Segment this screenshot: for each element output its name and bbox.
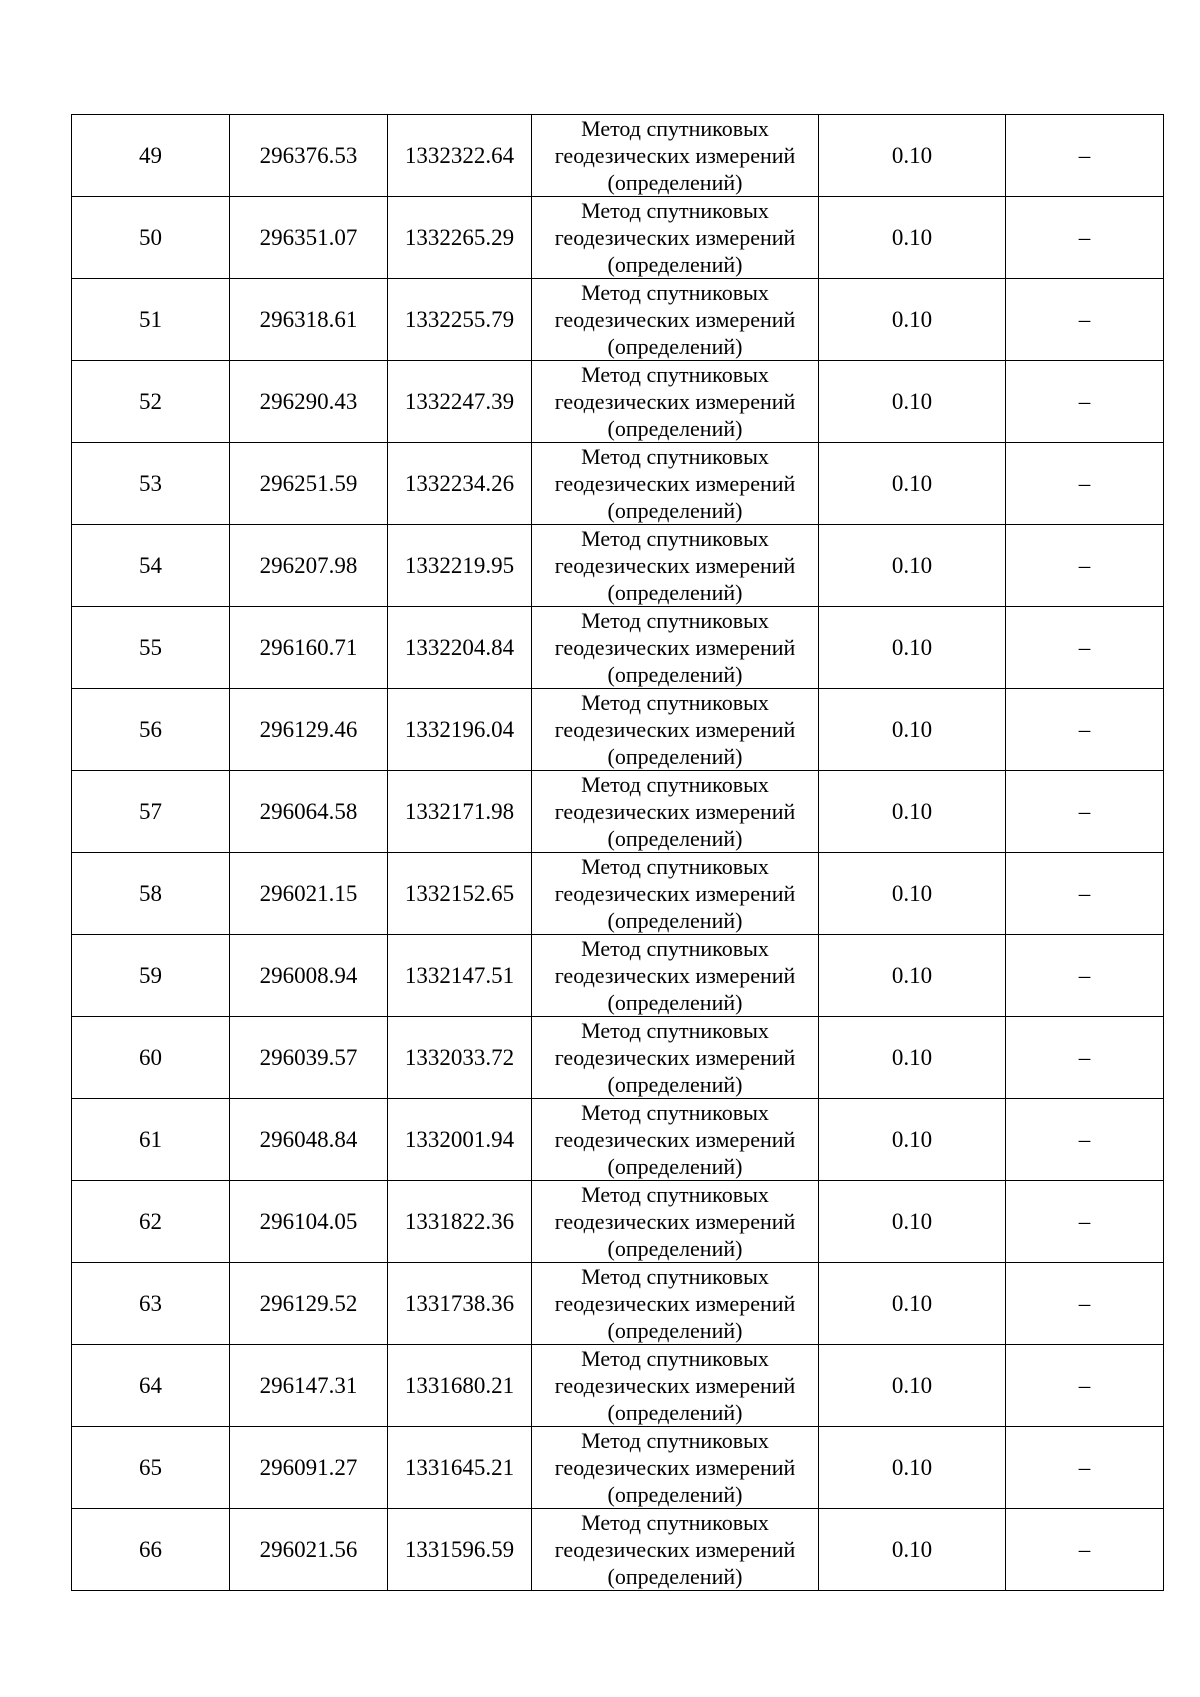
description-value: – [1078,143,1091,168]
method-line-1: Метод спутниковых [581,608,769,633]
accuracy-cell [819,1017,1006,1099]
accuracy-cell [819,443,1006,525]
x-coordinate: 296318.61 [259,307,358,332]
accuracy-cell [819,197,1006,279]
description-cell [1006,279,1164,361]
method-line-3: (определений) [607,1564,743,1589]
method-line-1: Метод спутниковых [581,1100,769,1125]
y-coordinate-cell [388,1263,532,1345]
y-coordinate: 1331822.36 [404,1209,515,1234]
description-value: – [1078,1373,1091,1398]
description-value: – [1078,1127,1091,1152]
description-value: – [1078,1045,1091,1070]
x-coordinate: 296064.58 [259,799,358,824]
accuracy-value: 0.10 [891,1127,933,1152]
y-coordinate: 1332147.51 [404,963,515,988]
x-coordinate-cell [230,1099,388,1181]
accuracy-cell [819,853,1006,935]
y-coordinate: 1332204.84 [404,635,515,660]
description-value: – [1078,1537,1091,1562]
x-coordinate: 296290.43 [259,389,358,414]
y-coordinate: 1332152.65 [404,881,515,906]
table-row [72,443,1164,525]
description-cell [1006,1263,1164,1345]
method-line-2: геодезических измерений [554,1209,796,1234]
y-coordinate: 1331596.59 [404,1537,515,1562]
method-line-1: Метод спутниковых [581,1182,769,1207]
y-coordinate: 1332033.72 [404,1045,515,1070]
x-coordinate-cell [230,361,388,443]
accuracy-value: 0.10 [891,1373,933,1398]
y-coordinate-cell [388,361,532,443]
accuracy-value: 0.10 [891,1291,933,1316]
description-cell [1006,853,1164,935]
description-cell [1006,197,1164,279]
x-coordinate-cell [230,1181,388,1263]
x-coordinate-cell [230,1509,388,1591]
description-value: – [1078,963,1091,988]
description-value: – [1078,1291,1091,1316]
method-line-3: (определений) [607,1318,743,1343]
table-row [72,1099,1164,1181]
method-line-3: (определений) [607,170,743,195]
point-number: 51 [139,307,162,332]
method-cell [532,443,819,525]
point-number-cell [72,1345,230,1427]
point-number-cell [72,443,230,525]
description-value: – [1078,553,1091,578]
method-line-3: (определений) [607,252,743,277]
method-line-2: геодезических измерений [554,1127,796,1152]
description-value: – [1078,717,1091,742]
table-row [72,1345,1164,1427]
method-line-2: геодезических измерений [554,389,796,414]
method-line-3: (определений) [607,662,743,687]
description-value: – [1078,635,1091,660]
x-coordinate-cell [230,771,388,853]
x-coordinate-cell [230,935,388,1017]
method-line-1: Метод спутниковых [581,1018,769,1043]
method-line-1: Метод спутниковых [581,854,769,879]
description-value: – [1078,389,1091,414]
method-line-2: геодезических измерений [554,143,796,168]
y-coordinate-cell [388,853,532,935]
table-row [72,1181,1164,1263]
point-number: 61 [139,1127,162,1152]
description-cell [1006,1017,1164,1099]
method-line-2: геодезических измерений [554,307,796,332]
point-number-cell [72,361,230,443]
description-cell [1006,443,1164,525]
method-line-2: геодезических измерений [554,1373,796,1398]
description-cell [1006,771,1164,853]
method-cell [532,935,819,1017]
point-number: 50 [139,225,162,250]
description-value: – [1078,471,1091,496]
y-coordinate: 1332196.04 [404,717,515,742]
accuracy-cell [819,525,1006,607]
point-number-cell [72,607,230,689]
point-number: 64 [139,1373,162,1398]
point-number-cell [72,1099,230,1181]
method-cell [532,853,819,935]
accuracy-value: 0.10 [891,963,933,988]
description-value: – [1078,799,1091,824]
method-line-1: Метод спутниковых [581,444,769,469]
table-row [72,689,1164,771]
table-row [72,771,1164,853]
accuracy-cell [819,1263,1006,1345]
x-coordinate-cell [230,1345,388,1427]
x-coordinate-cell [230,443,388,525]
method-line-3: (определений) [607,1400,743,1425]
table-row [72,279,1164,361]
x-coordinate: 296008.94 [259,963,358,988]
point-number-cell [72,1509,230,1591]
method-line-3: (определений) [607,908,743,933]
method-cell [532,1099,819,1181]
point-number: 52 [139,389,162,414]
accuracy-cell [819,607,1006,689]
method-line-1: Метод спутниковых [581,1264,769,1289]
method-line-2: геодезических измерений [554,717,796,742]
point-number: 57 [139,799,162,824]
accuracy-cell [819,1427,1006,1509]
method-line-2: геодезических измерений [554,1537,796,1562]
point-number: 66 [139,1537,162,1562]
method-line-1: Метод спутниковых [581,280,769,305]
method-cell [532,1263,819,1345]
point-number-cell [72,689,230,771]
point-number: 55 [139,635,162,660]
y-coordinate-cell [388,771,532,853]
point-number-cell [72,525,230,607]
point-number: 59 [139,963,162,988]
x-coordinate-cell [230,607,388,689]
accuracy-value: 0.10 [891,225,933,250]
x-coordinate: 296376.53 [259,143,358,168]
method-line-1: Метод спутниковых [581,936,769,961]
accuracy-cell [819,689,1006,771]
x-coordinate-cell [230,689,388,771]
table-row [72,525,1164,607]
x-coordinate-cell [230,115,388,197]
y-coordinate: 1331645.21 [404,1455,515,1480]
accuracy-value: 0.10 [891,1537,933,1562]
accuracy-value: 0.10 [891,881,933,906]
description-cell [1006,935,1164,1017]
point-number-cell [72,1427,230,1509]
x-coordinate-cell [230,525,388,607]
method-line-1: Метод спутниковых [581,1510,769,1535]
y-coordinate: 1332234.26 [404,471,515,496]
x-coordinate: 296351.07 [259,225,358,250]
method-line-2: геодезических измерений [554,635,796,660]
y-coordinate-cell [388,935,532,1017]
y-coordinate-cell [388,1017,532,1099]
table-row [72,1427,1164,1509]
method-line-1: Метод спутниковых [581,362,769,387]
point-number: 54 [139,553,162,578]
method-cell [532,1345,819,1427]
accuracy-value: 0.10 [891,553,933,578]
x-coordinate-cell [230,197,388,279]
accuracy-value: 0.10 [891,1209,933,1234]
accuracy-cell [819,1509,1006,1591]
point-number: 56 [139,717,162,742]
x-coordinate-cell [230,1017,388,1099]
method-cell [532,689,819,771]
y-coordinate-cell [388,1099,532,1181]
description-cell [1006,525,1164,607]
point-number: 60 [139,1045,162,1070]
table-row [72,197,1164,279]
method-line-2: геодезических измерений [554,553,796,578]
point-number-cell [72,115,230,197]
y-coordinate: 1332001.94 [404,1127,515,1152]
x-coordinate: 296251.59 [259,471,358,496]
method-line-1: Метод спутниковых [581,772,769,797]
x-coordinate: 296129.46 [259,717,358,742]
table-row [72,607,1164,689]
description-cell [1006,1099,1164,1181]
method-line-1: Метод спутниковых [581,198,769,223]
accuracy-value: 0.10 [891,799,933,824]
method-cell [532,525,819,607]
y-coordinate: 1332265.29 [404,225,515,250]
point-number: 49 [139,143,162,168]
x-coordinate: 296147.31 [259,1373,358,1398]
method-cell [532,771,819,853]
table-row [72,361,1164,443]
method-cell [532,1181,819,1263]
accuracy-value: 0.10 [891,1045,933,1070]
description-value: – [1078,307,1091,332]
accuracy-value: 0.10 [891,389,933,414]
table-row [72,1509,1164,1591]
method-line-2: геодезических измерений [554,799,796,824]
method-line-3: (определений) [607,1072,743,1097]
method-line-1: Метод спутниковых [581,116,769,141]
method-line-3: (определений) [607,334,743,359]
coordinates-table [71,114,1164,1591]
point-number: 63 [139,1291,162,1316]
method-line-1: Метод спутниковых [581,690,769,715]
method-line-3: (определений) [607,498,743,523]
x-coordinate: 296048.84 [259,1127,358,1152]
accuracy-value: 0.10 [891,717,933,742]
method-line-2: геодезических измерений [554,1045,796,1070]
point-number: 62 [139,1209,162,1234]
accuracy-value: 0.10 [891,1455,933,1480]
method-cell [532,1427,819,1509]
x-coordinate: 296129.52 [259,1291,358,1316]
method-line-2: геодезических измерений [554,1291,796,1316]
y-coordinate: 1332247.39 [404,389,515,414]
method-line-2: геодезических измерений [554,1455,796,1480]
description-cell [1006,115,1164,197]
x-coordinate: 296104.05 [259,1209,358,1234]
y-coordinate-cell [388,1345,532,1427]
accuracy-value: 0.10 [891,471,933,496]
description-cell [1006,361,1164,443]
method-cell [532,361,819,443]
table-row [72,935,1164,1017]
description-cell [1006,607,1164,689]
point-number-cell [72,197,230,279]
description-cell [1006,1345,1164,1427]
x-coordinate: 296039.57 [259,1045,358,1070]
table-row [72,115,1164,197]
method-cell [532,115,819,197]
method-line-3: (определений) [607,416,743,441]
y-coordinate-cell [388,279,532,361]
y-coordinate-cell [388,197,532,279]
y-coordinate-cell [388,443,532,525]
method-cell [532,607,819,689]
method-cell [532,1509,819,1591]
method-line-2: геодезических измерений [554,225,796,250]
y-coordinate-cell [388,1181,532,1263]
method-line-1: Метод спутниковых [581,1428,769,1453]
x-coordinate: 296091.27 [259,1455,358,1480]
method-line-3: (определений) [607,990,743,1015]
point-number: 65 [139,1455,162,1480]
description-cell [1006,1427,1164,1509]
y-coordinate-cell [388,689,532,771]
point-number: 58 [139,881,162,906]
y-coordinate-cell [388,607,532,689]
method-line-2: геодезических измерений [554,963,796,988]
method-line-2: геодезических измерений [554,471,796,496]
x-coordinate-cell [230,1427,388,1509]
description-cell [1006,1181,1164,1263]
accuracy-cell [819,115,1006,197]
method-line-3: (определений) [607,1154,743,1179]
description-cell [1006,1509,1164,1591]
y-coordinate: 1331680.21 [404,1373,515,1398]
x-coordinate: 296160.71 [259,635,358,660]
method-line-3: (определений) [607,1482,743,1507]
y-coordinate: 1332322.64 [404,143,515,168]
table-row [72,1263,1164,1345]
accuracy-cell [819,1099,1006,1181]
x-coordinate: 296207.98 [259,553,358,578]
point-number-cell [72,1263,230,1345]
method-line-2: геодезических измерений [554,881,796,906]
table-row [72,853,1164,935]
y-coordinate: 1332219.95 [404,553,515,578]
point-number-cell [72,1181,230,1263]
point-number-cell [72,1017,230,1099]
description-value: – [1078,225,1091,250]
x-coordinate: 296021.56 [259,1537,358,1562]
y-coordinate-cell [388,525,532,607]
point-number-cell [72,279,230,361]
y-coordinate-cell [388,115,532,197]
accuracy-cell [819,361,1006,443]
y-coordinate-cell [388,1509,532,1591]
y-coordinate-cell [388,1427,532,1509]
method-cell [532,279,819,361]
x-coordinate-cell [230,853,388,935]
point-number-cell [72,853,230,935]
method-line-3: (определений) [607,744,743,769]
table-row [72,1017,1164,1099]
x-coordinate: 296021.15 [259,881,358,906]
accuracy-value: 0.10 [891,635,933,660]
description-value: – [1078,881,1091,906]
method-line-1: Метод спутниковых [581,1346,769,1371]
accuracy-cell [819,1181,1006,1263]
x-coordinate-cell [230,279,388,361]
point-number-cell [72,771,230,853]
x-coordinate-cell [230,1263,388,1345]
method-line-1: Метод спутниковых [581,526,769,551]
accuracy-value: 0.10 [891,307,933,332]
point-number-cell [72,935,230,1017]
y-coordinate: 1332171.98 [404,799,515,824]
accuracy-cell [819,279,1006,361]
description-value: – [1078,1455,1091,1480]
accuracy-cell [819,935,1006,1017]
method-cell [532,197,819,279]
point-number: 53 [139,471,162,496]
method-line-3: (определений) [607,580,743,605]
method-line-3: (определений) [607,1236,743,1261]
y-coordinate: 1331738.36 [404,1291,515,1316]
accuracy-cell [819,1345,1006,1427]
method-cell [532,1017,819,1099]
description-cell [1006,689,1164,771]
accuracy-value: 0.10 [891,143,933,168]
method-line-3: (определений) [607,826,743,851]
accuracy-cell [819,771,1006,853]
y-coordinate: 1332255.79 [404,307,515,332]
table-body [72,115,1164,1591]
description-value: – [1078,1209,1091,1234]
